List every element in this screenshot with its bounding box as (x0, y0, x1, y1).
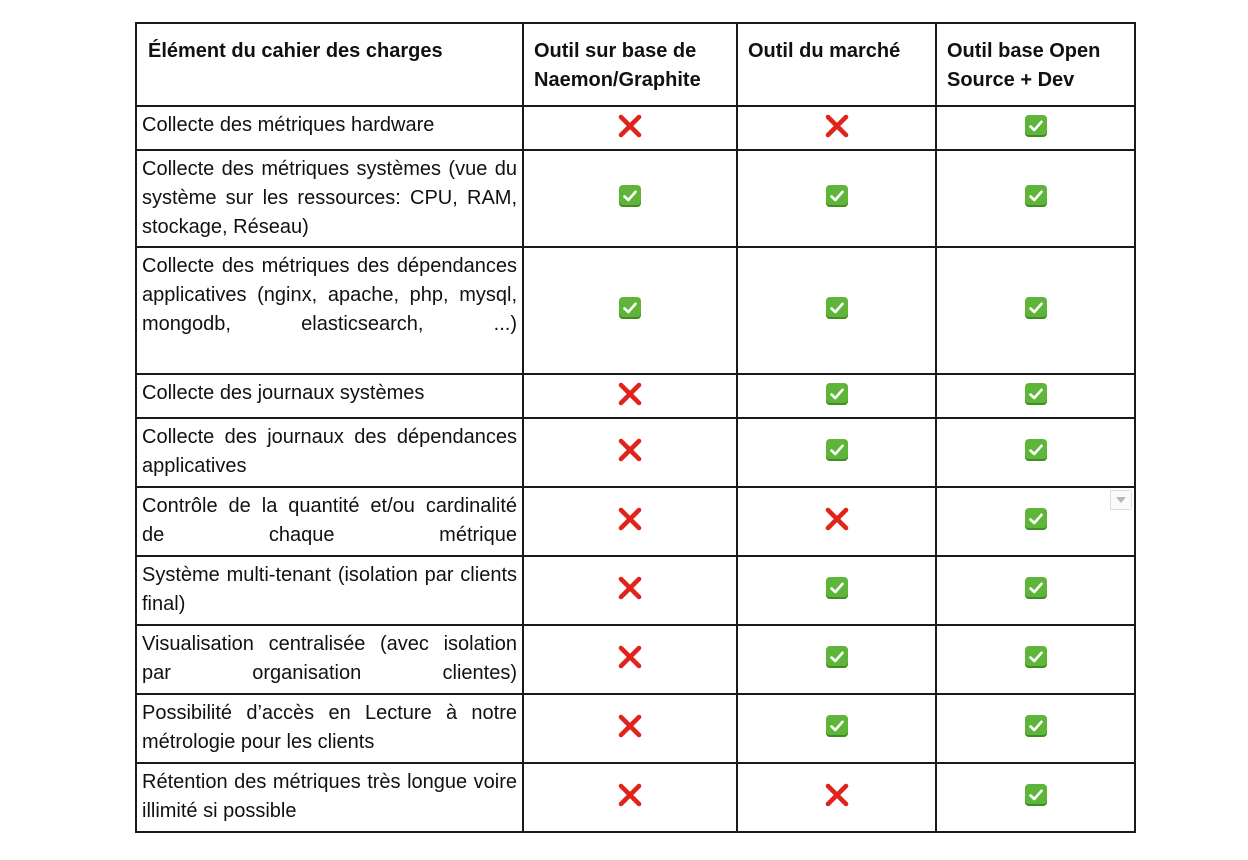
criteria-cell (136, 150, 523, 247)
cross-mark-icon (617, 575, 643, 601)
cross-mark-icon (617, 437, 643, 463)
criteria-label: Possibilité d’accès en Lecture à notre métrologie pour les clients (142, 702, 517, 753)
status-cell-naemon-graphite (523, 418, 737, 487)
status-cell-open-source-dev (936, 374, 1135, 418)
status-cell-naemon-graphite (523, 625, 737, 694)
check-mark-icon (1025, 646, 1047, 668)
criteria-cell (136, 556, 523, 625)
header-market-tool: Outil du marché (737, 23, 936, 106)
status-cell-naemon-graphite (523, 150, 737, 247)
comparison-table (135, 22, 1136, 833)
check-mark-icon (1025, 508, 1047, 530)
table-row (136, 694, 1135, 763)
check-mark-icon (1025, 297, 1047, 319)
status-cell-market-tool (737, 487, 936, 556)
criteria-label: Collecte des journaux des dépendances applicatives (142, 426, 517, 477)
check-mark-icon (1025, 577, 1047, 599)
table-row (136, 556, 1135, 625)
criteria-label: Collecte des métriques des dépendances applicatives (nginx, apache, php, mysql, mongodb, elasticsearch, ...) (142, 255, 517, 335)
criteria-cell (136, 247, 523, 374)
criteria-cell (136, 374, 523, 418)
cross-mark-icon (617, 113, 643, 139)
table-row (136, 763, 1135, 832)
status-cell-market-tool (737, 763, 936, 832)
status-cell-open-source-dev (936, 625, 1135, 694)
table-row (136, 418, 1135, 487)
criteria-label: Visualisation centralisée (avec isolation par organisation clientes) (142, 633, 517, 684)
status-cell-open-source-dev (936, 418, 1135, 487)
status-cell-open-source-dev (936, 694, 1135, 763)
table-row (136, 150, 1135, 247)
status-cell-market-tool (737, 694, 936, 763)
criteria-cell (136, 418, 523, 487)
table-row (136, 374, 1135, 418)
criteria-cell (136, 625, 523, 694)
criteria-cell (136, 763, 523, 832)
status-cell-market-tool (737, 247, 936, 374)
cross-mark-icon (617, 644, 643, 670)
status-cell-naemon-graphite (523, 694, 737, 763)
cross-mark-icon (617, 782, 643, 808)
status-cell-naemon-graphite (523, 374, 737, 418)
table-row (136, 106, 1135, 150)
header-naemon-graphite: Outil sur base de Naemon/Graphite (523, 23, 737, 106)
cross-mark-icon (824, 782, 850, 808)
check-mark-icon (1025, 115, 1047, 137)
check-mark-icon (826, 383, 848, 405)
status-cell-open-source-dev (936, 150, 1135, 247)
header-open-source-dev: Outil base Open Source + Dev (936, 23, 1135, 106)
status-cell-open-source-dev (936, 763, 1135, 832)
check-mark-icon (826, 185, 848, 207)
check-mark-icon (826, 297, 848, 319)
check-mark-icon (826, 577, 848, 599)
cell-dropdown-icon[interactable] (1110, 490, 1132, 510)
criteria-label: Collecte des journaux systèmes (142, 382, 425, 404)
status-cell-market-tool (737, 106, 936, 150)
cross-mark-icon (824, 113, 850, 139)
check-mark-icon (1025, 185, 1047, 207)
status-cell-open-source-dev (936, 556, 1135, 625)
status-cell-market-tool (737, 374, 936, 418)
status-cell-market-tool (737, 418, 936, 487)
status-cell-market-tool (737, 150, 936, 247)
status-cell-naemon-graphite (523, 487, 737, 556)
check-mark-icon (1025, 784, 1047, 806)
check-mark-icon (619, 297, 641, 319)
table-row (136, 487, 1135, 556)
status-cell-open-source-dev (936, 487, 1135, 556)
table-row (136, 247, 1135, 374)
check-mark-icon (1025, 715, 1047, 737)
criteria-label: Rétention des métriques très longue voire illimité si possible (142, 771, 517, 822)
status-cell-naemon-graphite (523, 556, 737, 625)
table-row (136, 625, 1135, 694)
check-mark-icon (1025, 439, 1047, 461)
check-mark-icon (826, 439, 848, 461)
criteria-cell (136, 106, 523, 150)
header-row (136, 23, 1135, 106)
criteria-label: Contrôle de la quantité et/ou cardinalité de chaque métrique (142, 495, 517, 546)
status-cell-open-source-dev (936, 247, 1135, 374)
cross-mark-icon (617, 381, 643, 407)
cross-mark-icon (824, 506, 850, 532)
cross-mark-icon (617, 506, 643, 532)
check-mark-icon (826, 646, 848, 668)
check-mark-icon (619, 185, 641, 207)
status-cell-naemon-graphite (523, 106, 737, 150)
header-criteria: Élément du cahier des charges (136, 23, 523, 106)
criteria-cell (136, 487, 523, 556)
criteria-cell (136, 694, 523, 763)
status-cell-naemon-graphite (523, 247, 737, 374)
status-cell-market-tool (737, 625, 936, 694)
check-mark-icon (826, 715, 848, 737)
criteria-label: Collecte des métriques hardware (142, 114, 435, 136)
check-mark-icon (1025, 383, 1047, 405)
cross-mark-icon (617, 713, 643, 739)
criteria-label: Collecte des métriques systèmes (vue du système sur les ressources: CPU, RAM, stockage, Réseau) (142, 158, 517, 238)
status-cell-naemon-graphite (523, 763, 737, 832)
criteria-label: Système multi-tenant (isolation par clients final) (142, 564, 517, 615)
status-cell-market-tool (737, 556, 936, 625)
status-cell-open-source-dev (936, 106, 1135, 150)
